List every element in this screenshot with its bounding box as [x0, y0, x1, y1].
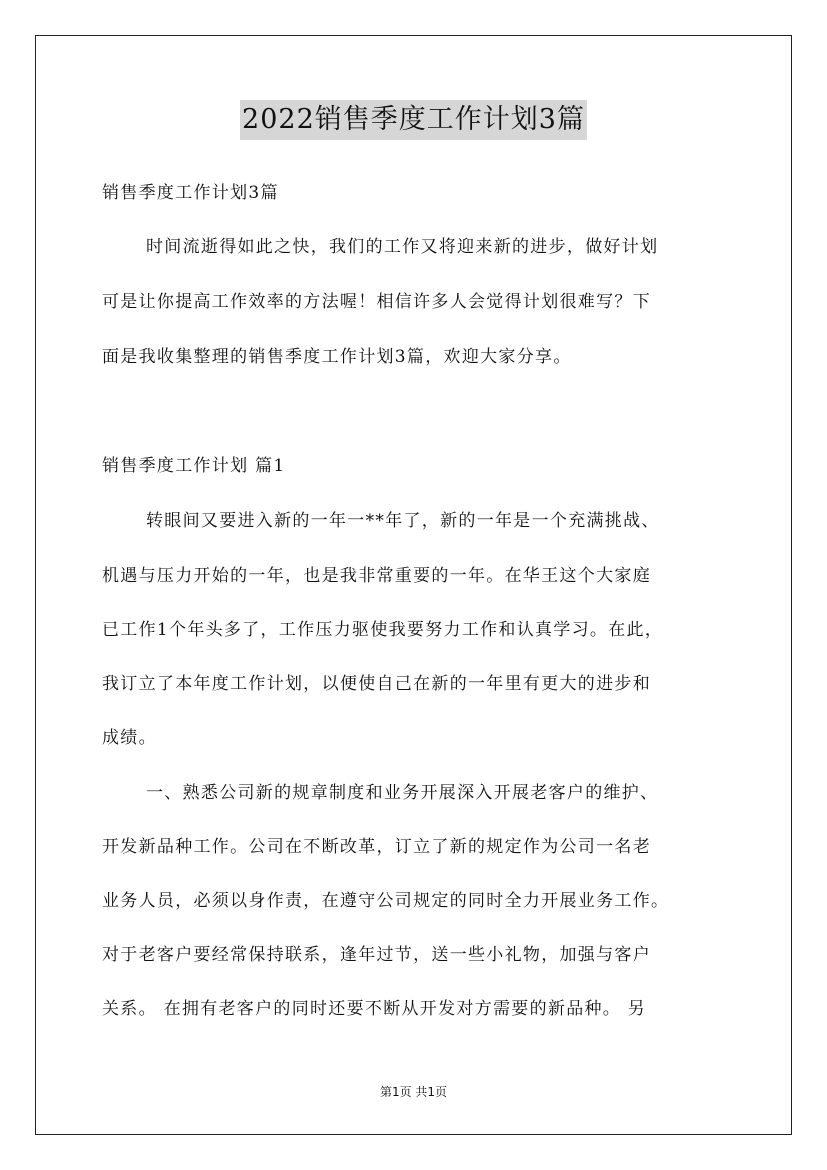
- paragraph-line: 开发新品种工作。公司在不断改革，订立了新的规定作为公司一名老: [102, 837, 651, 857]
- paragraph-line: 机遇与压力开始的一年，也是我非常重要的一年。在华王这个大家庭: [102, 566, 651, 586]
- title-container: [0, 100, 827, 140]
- section-heading-intro: 销售季度工作计划3篇: [102, 183, 279, 203]
- paragraph-line: 成绩。: [102, 728, 157, 748]
- section-heading-part1: 销售季度工作计划 篇1: [102, 456, 286, 476]
- paragraph-line: 业务人员，必须以身作责，在遵守公司规定的同时全力开展业务工作。: [102, 891, 670, 911]
- paragraph-line: 已工作1个年头多了，工作压力驱使我要努力工作和认真学习。在此，: [102, 620, 664, 640]
- document-title: 2022销售季度工作计划3篇: [240, 100, 587, 140]
- paragraph-line: 可是让你提高工作效率的方法喔！相信许多人会觉得计划很难写？下: [102, 292, 651, 312]
- paragraph-line: 我订立了本年度工作计划，以便使自己在新的一年里有更大的进步和: [102, 674, 651, 694]
- page-footer: 第1页 共1页: [379, 1085, 448, 1099]
- paragraph-line: 一、熟悉公司新的规章制度和业务开展深入开展老客户的维护、: [146, 783, 659, 803]
- paragraph-line: 转眼间又要进入新的一年一**年了，新的一年是一个充满挑战、: [146, 511, 660, 531]
- paragraph-line: 对于老客户要经常保持联系，逢年过节，送一些小礼物，加强与客户: [102, 945, 651, 965]
- paragraph-line: 关系。 在拥有老客户的同时还要不断从开发对方需要的新品种。 另: [102, 999, 647, 1019]
- paragraph-line: 时间流逝得如此之快，我们的工作又将迎来新的进步，做好计划: [146, 237, 659, 257]
- paragraph-line: 面是我收集整理的销售季度工作计划3篇，欢迎大家分享。: [102, 347, 572, 367]
